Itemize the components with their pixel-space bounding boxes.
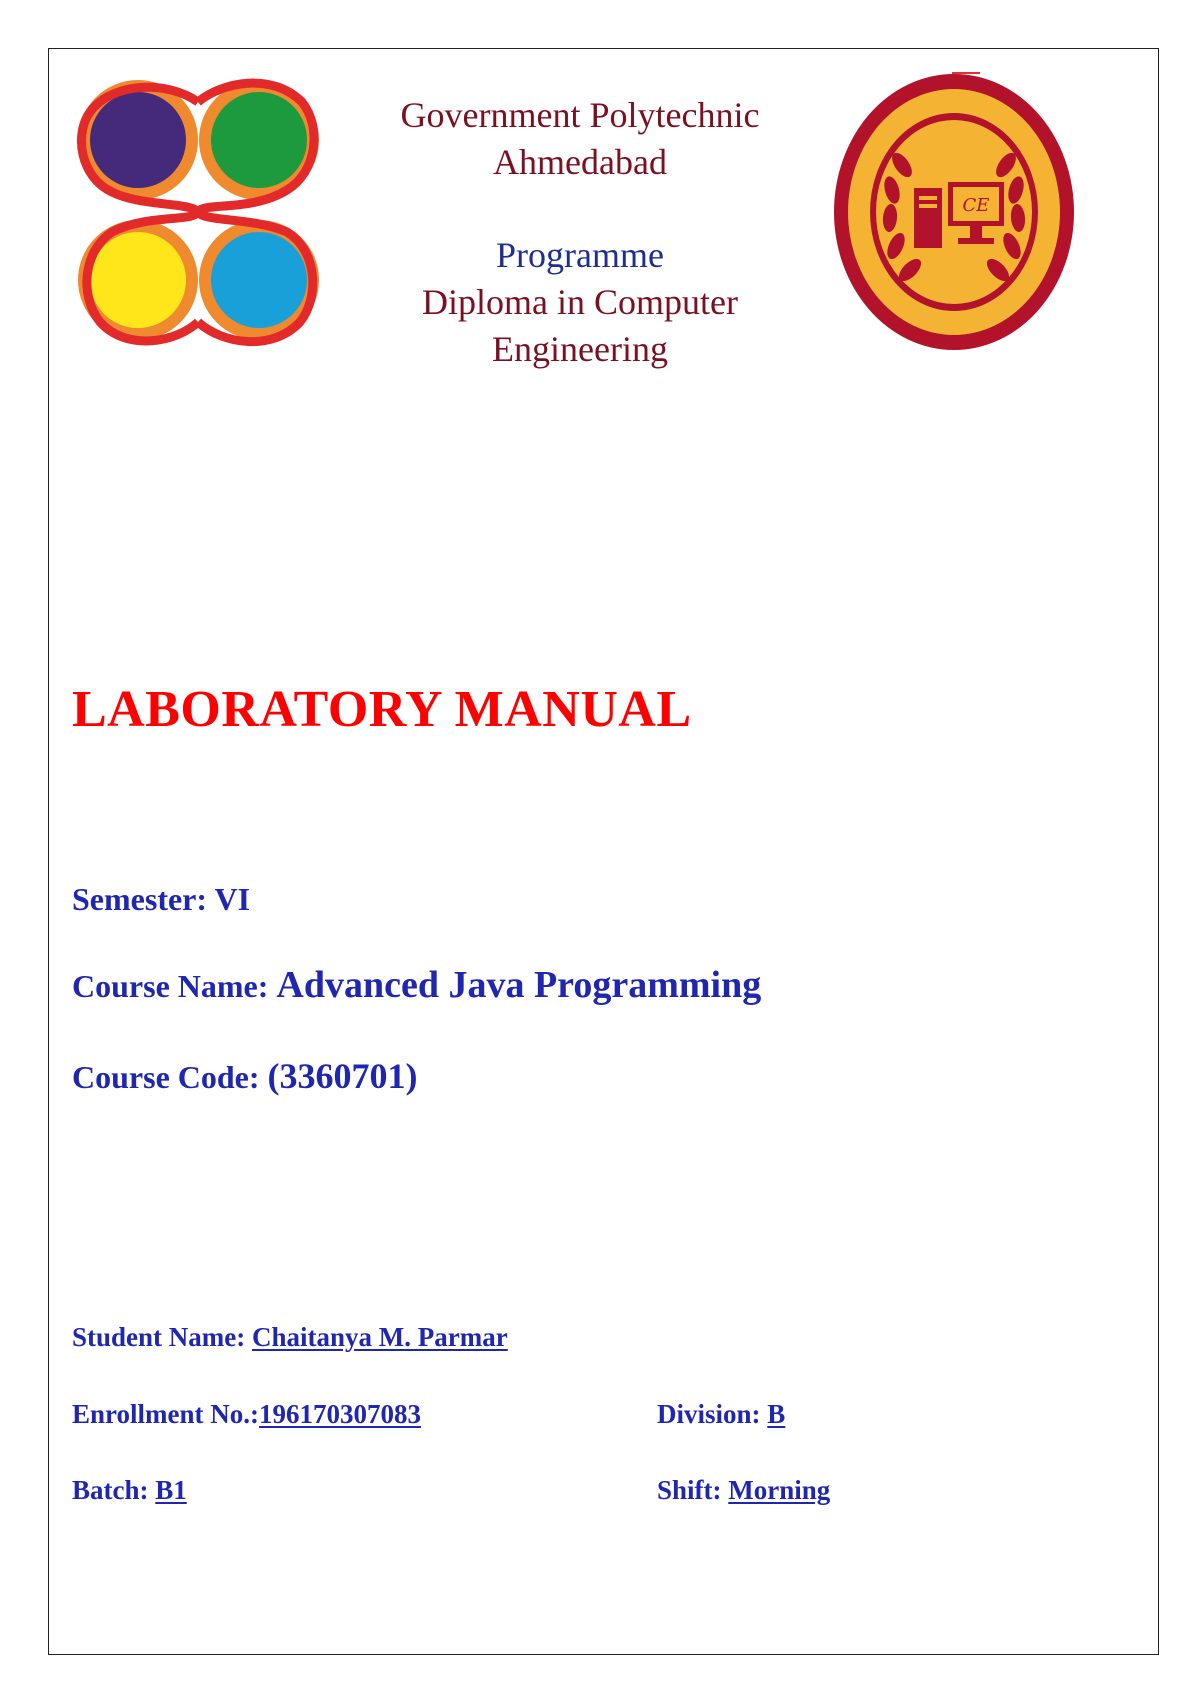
programme-name: Diploma in Computer Engineering xyxy=(422,282,738,369)
institute-logo xyxy=(72,72,327,352)
institution-name: Government Polytechnic xyxy=(400,95,760,135)
student-name-line xyxy=(72,1322,508,1353)
shift-line xyxy=(657,1475,830,1506)
enrollment-value: 196170307083 xyxy=(259,1399,421,1429)
enrollment-line xyxy=(72,1399,421,1430)
division-label: Division: xyxy=(657,1399,761,1429)
department-emblem xyxy=(832,70,1077,352)
course-code-line xyxy=(72,1055,418,1097)
course-name-line xyxy=(72,963,761,1007)
manual-title: LABORATORY MANUAL xyxy=(72,681,692,738)
emblem-monogram: CE xyxy=(962,195,990,216)
batch-value: B1 xyxy=(155,1475,187,1505)
semester-line xyxy=(72,881,250,918)
course-name-value: Advanced Java Programming xyxy=(276,964,762,1006)
programme-label: Programme xyxy=(496,235,664,275)
shift-label: Shift: xyxy=(657,1475,722,1505)
course-code-value: (3360701) xyxy=(267,1056,418,1096)
batch-label: Batch: xyxy=(72,1475,149,1505)
student-name-value: Chaitanya M. Parmar xyxy=(252,1322,508,1352)
semester-label: Semester: xyxy=(72,881,208,917)
shift-value: Morning xyxy=(728,1475,831,1505)
institution-city: Ahmedabad xyxy=(493,142,667,182)
division-value: B xyxy=(767,1399,786,1429)
enrollment-label: Enrollment No.: xyxy=(72,1399,259,1429)
semester-value: VI xyxy=(214,881,251,917)
student-name-label: Student Name: xyxy=(72,1322,246,1352)
course-code-label: Course Code: xyxy=(72,1059,260,1095)
batch-line xyxy=(72,1475,187,1506)
institution-header xyxy=(330,92,830,373)
course-name-label: Course Name: xyxy=(72,968,269,1004)
division-line xyxy=(657,1399,785,1430)
